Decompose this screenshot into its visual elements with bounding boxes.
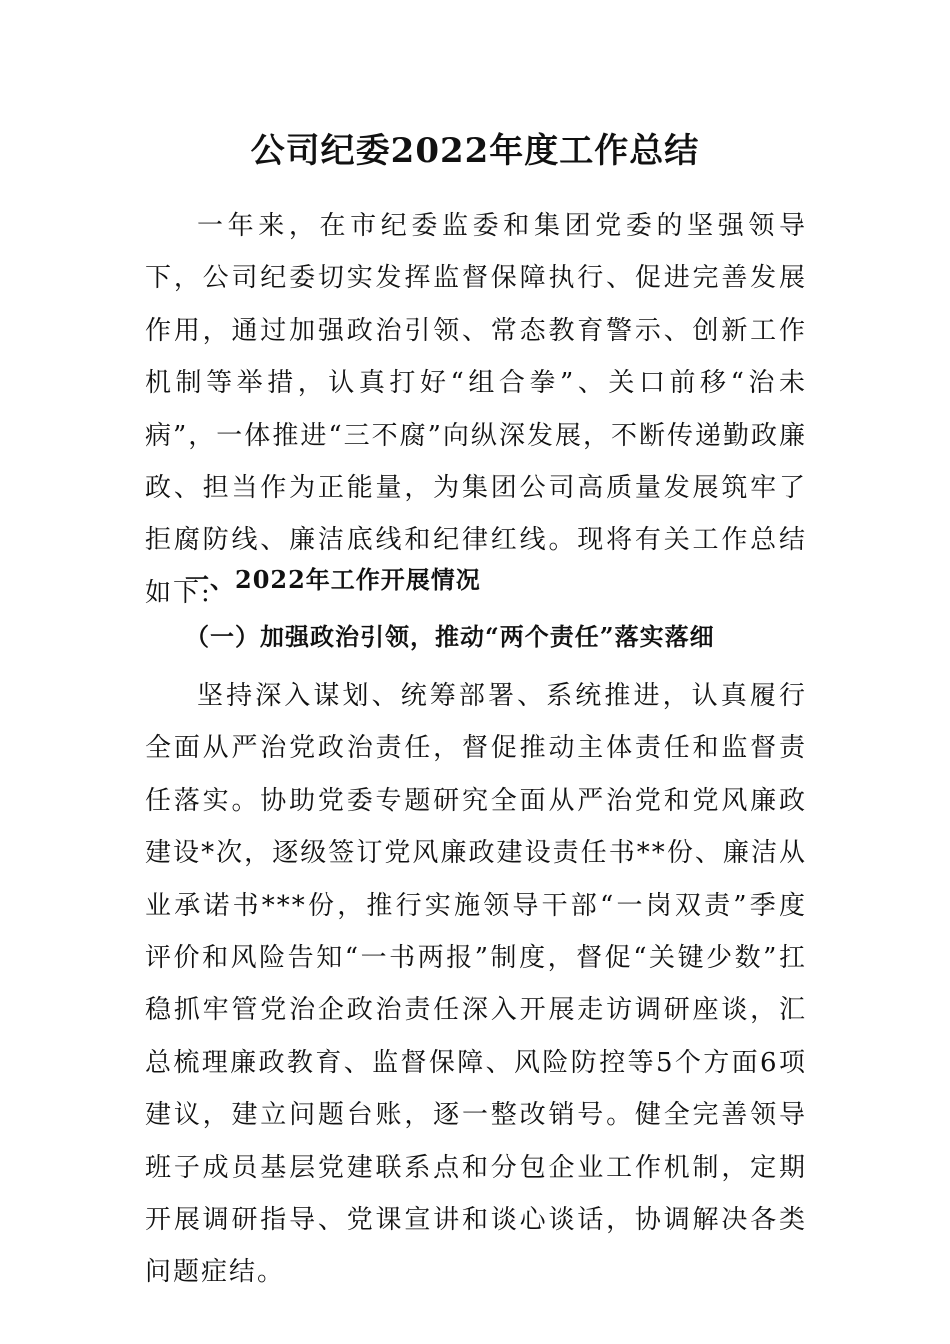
subsection-heading: （一）加强政治引领，推动“两个责任”落实落细 (185, 622, 715, 651)
body-paragraph: 坚持深入谋划、统筹部署、系统推进，认真履行全面从严治党政治责任，督促推动主体责任和监督责任落实。协助党委专题研究全面从严治党和党风廉政建设*次，逐级签订党风廉政建设责任书**份、廉洁从业承诺书***份，推行实施领导干部“一岗双责”季度评价和风险告知“一书两报”制度，督促“关键少数”扛稳抓牢管党治企政治责任深入开展走访调研座谈，汇总梳理廉政教育、监督保障、风险防控等5个方面6项建议，建立问题台账，逐一整改销号。健全完善领导班子成员基层党建联系点和分包企业工作机制，定期开展调研指导、党课宣讲和谈心谈话，协调解决各类问题症结。 (145, 681, 807, 1288)
document-title: 公司纪委2022年度工作总结 (250, 131, 700, 171)
section-heading: 一、2022年工作开展情况 (185, 565, 481, 594)
intro-paragraph: 一年来，在市纪委监委和集团党委的坚强领导下，公司纪委切实发挥监督保障执行、促进完善发展作用，通过加强政治引领、常态教育警示、创新工作机制等举措，认真打好“组合拳”、关口前移“治未病”，一体推进“三不腐”向纵深发展，不断传递勤政廉政、担当作为正能量，为集团公司高质量发展筑牢了拒腐防线、廉洁底线和纪律红线。现将有关工作总结如下: (145, 211, 807, 608)
